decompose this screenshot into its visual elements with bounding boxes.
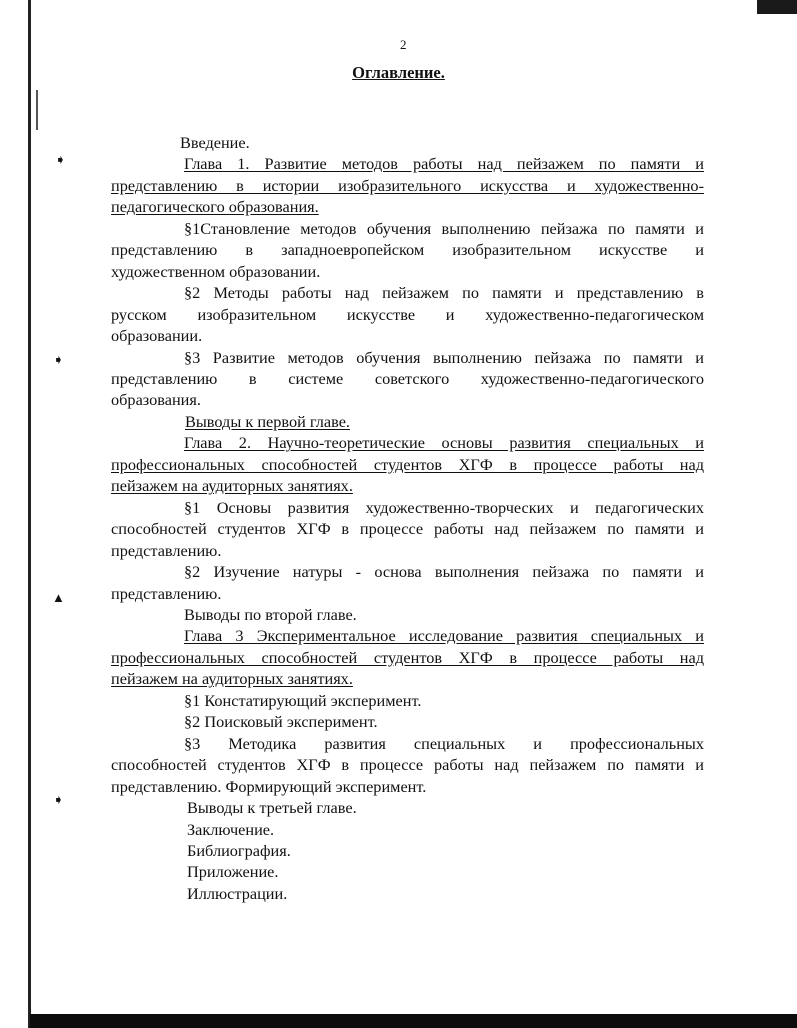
binding-hole-mark-icon: ▲ (52, 590, 65, 605)
toc-line (111, 861, 704, 882)
toc-line (111, 304, 704, 325)
scan-artifact (36, 90, 38, 130)
toc-line (111, 218, 704, 239)
toc-entry (111, 604, 704, 625)
toc-line (111, 561, 704, 582)
toc-line (111, 454, 704, 475)
toc-entry-line: Иллюстрации. (187, 883, 288, 903)
toc-line (111, 432, 704, 453)
toc-line (111, 475, 704, 496)
toc-entry-line: пейзажем на аудиторных занятиях. (111, 476, 353, 496)
toc-line (111, 239, 704, 260)
scan-border-left (28, 0, 31, 1028)
binding-hole-mark-icon: ➧ (53, 352, 64, 367)
binding-hole-mark-icon: ➧ (53, 792, 64, 807)
toc-entry-line: Глава 3 Экспериментальное исследование развития специальных и (184, 626, 704, 646)
toc-entry (111, 497, 704, 561)
toc-entry (111, 132, 704, 153)
toc-entry-line: Глава 2. Научно-теоретические основы развития специальных и (184, 433, 704, 453)
toc-entry-line: представлению. Формирующий эксперимент. (111, 776, 427, 796)
toc-entry (111, 282, 704, 346)
toc-entry-line: §1Становление методов обучения выполнению пейзажа по памяти и (184, 218, 704, 238)
toc-line (111, 604, 704, 625)
toc-line (111, 368, 704, 389)
toc-entry-line: §3 Развитие методов обучения выполнению пейзажа по памяти и (184, 347, 704, 367)
toc-entry (111, 561, 704, 604)
toc-line (111, 819, 704, 840)
toc-line (111, 282, 704, 303)
toc-entry-line: Приложение. (187, 862, 279, 882)
toc-entry (111, 153, 704, 217)
toc-entry-line: представлению в западноевропейском изобразительном искусстве и (111, 240, 704, 260)
toc-line (111, 132, 704, 153)
toc-line (111, 797, 704, 818)
toc-line (111, 518, 704, 539)
toc-entry-line: Выводы к первой главе. (185, 411, 350, 431)
toc-line (111, 583, 704, 604)
table-of-contents (111, 132, 704, 904)
toc-entry (111, 690, 704, 711)
toc-entry-line: педагогического образования. (111, 197, 319, 217)
toc-entry (111, 733, 704, 797)
toc-entry (111, 840, 704, 861)
toc-line (111, 625, 704, 646)
toc-entry (111, 711, 704, 732)
toc-entry-line: §1 Основы развития художественно-творческих и педагогических (184, 497, 704, 517)
toc-line (111, 647, 704, 668)
toc-entry-line: Библиография. (187, 840, 291, 860)
toc-entry-line: профессиональных способностей студентов ХГФ в процессе работы над (111, 647, 704, 667)
toc-entry-line: пейзажем на аудиторных занятиях. (111, 669, 353, 689)
toc-entry-line: Заключение. (187, 819, 275, 839)
toc-entry-line: образовании. (111, 326, 203, 346)
toc-entry-line: §2 Методы работы над пейзажем по памяти и представлению в (184, 283, 704, 303)
toc-entry-line: представлению. (111, 540, 222, 560)
toc-line (111, 754, 704, 775)
toc-entry-line: §2 Изучение натуры - основа выполнения пейзажа по памяти и (184, 562, 704, 582)
toc-line (111, 540, 704, 561)
toc-entry-line: художественном образовании. (111, 261, 321, 281)
toc-line (111, 175, 704, 196)
toc-entry-line: Глава 1. Развитие методов работы над пейзажем по памяти и (184, 154, 704, 174)
toc-line (111, 497, 704, 518)
toc-entry-line: представлению в истории изобразительного искусства и художественно- (111, 175, 704, 195)
toc-line (111, 347, 704, 368)
toc-line (111, 690, 704, 711)
toc-entry-line: Выводы к третьей главе. (187, 798, 357, 818)
page-number: 2 (400, 37, 407, 52)
toc-entry (111, 625, 704, 689)
toc-entry-line: §3 Методика развития специальных и профессиональных (184, 733, 704, 753)
toc-entry (111, 218, 704, 282)
toc-line (111, 153, 704, 174)
toc-line (111, 711, 704, 732)
toc-line (111, 196, 704, 217)
toc-entry (111, 347, 704, 411)
toc-entry-line: представлению. (111, 583, 222, 603)
toc-line (111, 733, 704, 754)
toc-entry (111, 819, 704, 840)
toc-entry-line: §1 Констатирующий эксперимент. (184, 690, 422, 710)
toc-entry (111, 861, 704, 882)
toc-entry-line: способностей студентов ХГФ в процессе работы над пейзажем по памяти и (111, 755, 704, 775)
toc-line (111, 776, 704, 797)
page-title (0, 63, 797, 83)
toc-entry-line: §2 Поисковый эксперимент. (184, 712, 378, 732)
toc-line (111, 411, 704, 432)
toc-line (111, 668, 704, 689)
toc-line (111, 325, 704, 346)
toc-entry (111, 883, 704, 904)
toc-line (111, 389, 704, 410)
toc-line (111, 883, 704, 904)
toc-entry (111, 797, 704, 818)
toc-entry-line: Выводы по второй главе. (184, 604, 357, 624)
toc-entry-line: профессиональных способностей студентов ХГФ в процессе работы над (111, 454, 704, 474)
toc-entry (111, 411, 704, 432)
toc-entry-line: русском изобразительном искусстве и художественно-педагогическом (111, 304, 704, 324)
binding-hole-mark-icon: ➧ (55, 152, 66, 167)
toc-entry-line: Введение. (180, 133, 250, 152)
title-text: Оглавление. (352, 63, 445, 82)
toc-entry-line: способностей студентов ХГФ в процессе работы над пейзажем по памяти и (111, 519, 704, 539)
scan-border-bottom (30, 1014, 797, 1028)
toc-line (111, 261, 704, 282)
scan-border-top (757, 0, 797, 14)
toc-entry (111, 432, 704, 496)
toc-entry-line: образования. (111, 390, 201, 410)
toc-entry-line: представлению в системе советского художественно-педагогического (111, 368, 704, 388)
toc-line (111, 840, 704, 861)
